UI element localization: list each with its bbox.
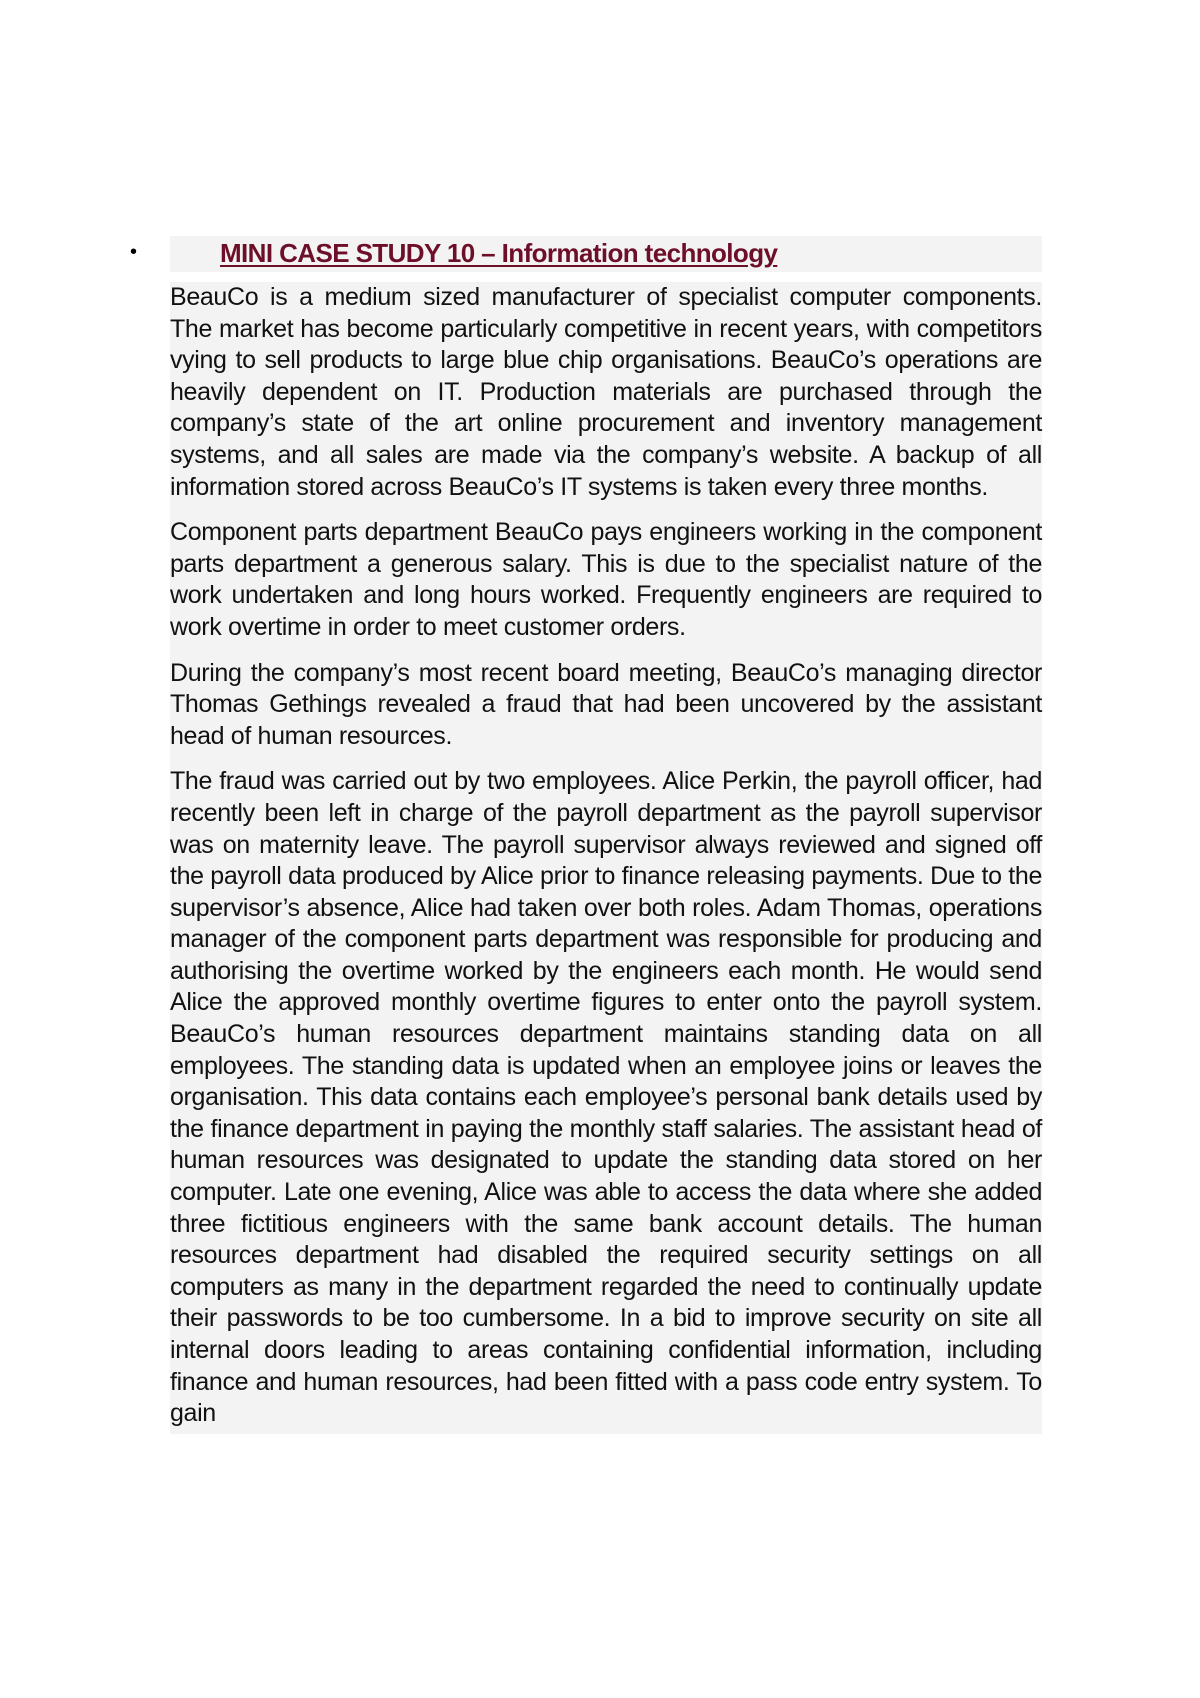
paragraph-board-meeting: During the company’s most recent board meeting, BeauCo’s managing director Thomas Gethings revealed a fraud that had been uncovered by the assistant head of human resources. xyxy=(170,658,1042,750)
case-study-heading-row xyxy=(130,236,1042,272)
paragraph-component-parts: Component parts department BeauCo pays engineers working in the component parts department a generous salary. This is due to the specialist nature of the work undertaken and long hours worked. Frequently engineers are required to work overtime in order to meet customer orders. xyxy=(170,518,1042,641)
paragraph-company-overview: BeauCo is a medium sized manufacturer of specialist computer components. The market has become particularly competitive in recent years, with competitors vying to sell products to large blue chip organisations. BeauCo’s operations are heavily dependent on IT. Production materials are purchased through the company’s state of the art online procurement and inventory management systems, and all sales are made via the company’s website. A backup of all information stored across BeauCo’s IT systems is taken every three months. xyxy=(170,283,1042,501)
case-study-body xyxy=(170,282,1042,1434)
case-study-title: MINI CASE STUDY 10 – Information technology xyxy=(220,238,778,268)
bullet-icon: • xyxy=(130,241,138,263)
paragraph-fraud-details: The fraud was carried out by two employees. Alice Perkin, the payroll officer, had recently been left in charge of the payroll department as the payroll supervisor was on maternity leave. The payroll supervisor always reviewed and signed off the payroll data produced by Alice prior to finance releasing payments. Due to the supervisor’s absence, Alice had taken over both roles. Adam Thomas, operations manager of the component parts department was responsible for producing and authorising the overtime worked by the engineers each month. He would send Alice the approved monthly overtime figures to enter onto the payroll system. BeauCo’s human resources department maintains standing data on all employees. The standing data is updated when an employee joins or leaves the organisation. This data contains each employee’s personal bank details used by the finance department in paying the monthly staff salaries. The assistant head of human resources was designated to update the standing data stored on her computer. Late one evening, Alice was able to access the data where she added three fictitious engineers with the same bank account details. The human resources department had disabled the required security settings on all computers as many in the department regarded the need to continually update their passwords to be too cumbersome. In a bid to improve security on site all internal doors leading to areas containing confidential information, including finance and human resources, had been fitted with a pass code entry system. To gain xyxy=(170,767,1042,1428)
